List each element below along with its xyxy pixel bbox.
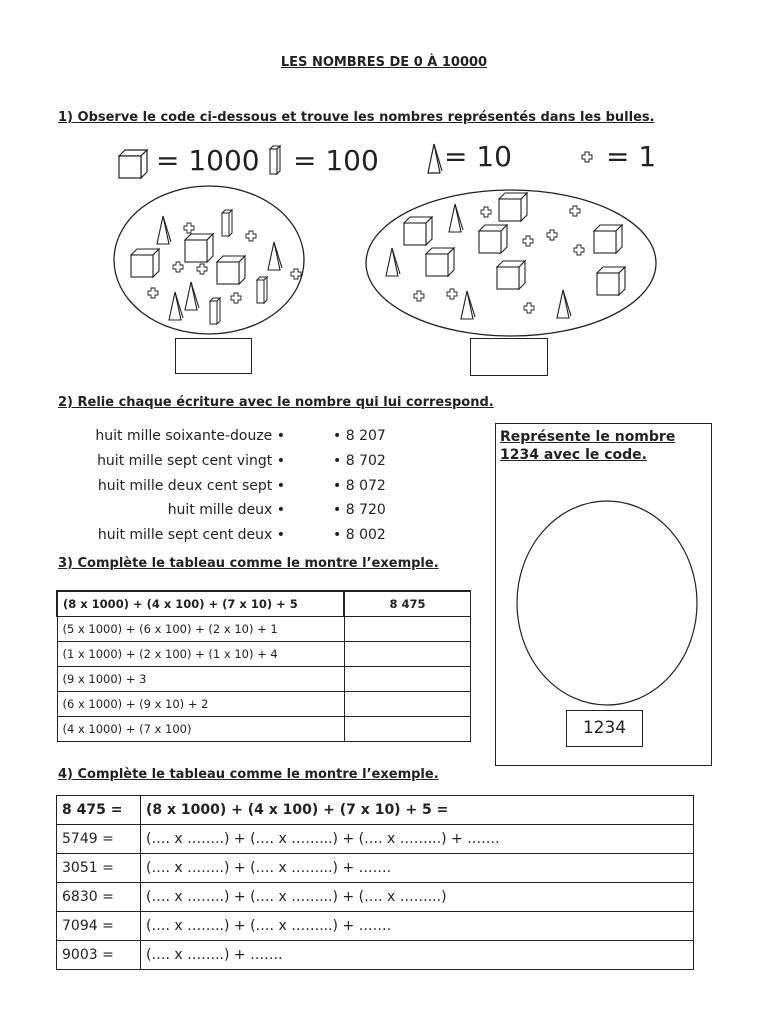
rod-icon (268, 145, 282, 175)
table-cell-decomposition[interactable]: (…. x ……..) + (…. x ……...) + (…. x ……...) + ……. (141, 825, 694, 854)
table-row (57, 854, 694, 883)
legend-hundred-text: = 100 (293, 144, 379, 177)
table-cell-expression: (6 x 1000) + (9 x 10) + 2 (57, 692, 344, 717)
legend-thousand-text: = 1000 (156, 144, 260, 177)
match-right-item[interactable]: • 8 702 (333, 453, 386, 469)
table-row (57, 717, 471, 742)
table-cell-value: 8 475 (344, 591, 471, 617)
question-3-heading: 3) Complète le tableau comme le montre l’exemple. (58, 556, 439, 571)
table-cell-number: 6830 = (57, 883, 141, 912)
answer-box-right-bubble[interactable] (470, 338, 548, 376)
table-q3 (56, 590, 471, 742)
question-1-heading: 1) Observe le code ci-dessous et trouve les nombres représentés dans les bulles. (58, 110, 655, 125)
table-cell-answer[interactable] (344, 717, 471, 742)
cone-icon (426, 143, 444, 175)
table-cell-number: 3051 = (57, 854, 141, 883)
match-left-item[interactable]: huit mille soixante-douze • (95, 428, 285, 444)
table-row (57, 591, 471, 617)
table-cell-number: 9003 = (57, 941, 141, 970)
table-cell-expression: (5 x 1000) + (6 x 100) + (2 x 10) + 1 (57, 617, 344, 642)
table-cell-decomposition: (8 x 1000) + (4 x 100) + (7 x 10) + 5 = (141, 796, 694, 825)
cube-icon (117, 148, 149, 180)
table-cell-expression: (9 x 1000) + 3 (57, 667, 344, 692)
table-row (57, 617, 471, 642)
table-cell-number: 5749 = (57, 825, 141, 854)
match-left-item[interactable]: huit mille deux cent sept • (97, 478, 285, 494)
match-right-item[interactable]: • 8 002 (333, 527, 386, 543)
match-right-item[interactable]: • 8 072 (333, 478, 386, 494)
table-cell-answer[interactable] (344, 692, 471, 717)
table-row (57, 941, 694, 970)
table-cell-expression: (4 x 1000) + (7 x 100) (57, 717, 344, 742)
table-row (57, 796, 694, 825)
question-2-heading: 2) Relie chaque écriture avec le nombre qui lui correspond. (58, 395, 494, 410)
represent-title: Représente le nombre 1234 avec le code. (500, 429, 676, 463)
table-cell-expression: (1 x 1000) + (2 x 100) + (1 x 10) + 4 (57, 642, 344, 667)
match-left-item[interactable]: huit mille sept cent deux • (97, 527, 285, 543)
question-4-heading: 4) Complète le tableau comme le montre l’exemple. (58, 767, 439, 782)
bubbles-figure (0, 185, 768, 385)
represent-number: 1234 (566, 710, 643, 747)
table-row (57, 642, 471, 667)
table-cell-decomposition[interactable]: (…. x ……..) + (…. x ……...) + ……. (141, 854, 694, 883)
table-cell-answer[interactable] (344, 667, 471, 692)
match-left-item[interactable]: huit mille deux • (167, 502, 285, 518)
table-cell-decomposition[interactable]: (…. x ……..) + ……. (141, 941, 694, 970)
page-title: LES NOMBRES DE 0 À 10000 (280, 55, 488, 70)
match-left-item[interactable]: huit mille sept cent vingt • (97, 453, 285, 469)
represent-ellipse[interactable] (515, 498, 699, 708)
table-cell-number: 8 475 = (57, 796, 141, 825)
legend-one-text: = 1 (606, 140, 657, 173)
table-cell-expression: (8 x 1000) + (4 x 100) + (7 x 10) + 5 (57, 591, 344, 617)
cross-icon (581, 151, 593, 163)
table-row (57, 883, 694, 912)
table-cell-number: 7094 = (57, 912, 141, 941)
table-cell-decomposition[interactable]: (…. x ……..) + (…. x ……...) + ……. (141, 912, 694, 941)
match-right-item[interactable]: • 8 720 (333, 502, 386, 518)
table-q4 (56, 795, 694, 970)
table-cell-decomposition[interactable]: (…. x ……..) + (…. x ……...) + (…. x ……...) (141, 883, 694, 912)
match-right-item[interactable]: • 8 207 (333, 428, 386, 444)
table-row (57, 667, 471, 692)
table-cell-answer[interactable] (344, 642, 471, 667)
table-row (57, 825, 694, 854)
table-cell-answer[interactable] (344, 617, 471, 642)
table-row (57, 692, 471, 717)
table-row (57, 912, 694, 941)
answer-box-left-bubble[interactable] (175, 338, 252, 374)
legend-ten-text: = 10 (444, 140, 512, 173)
